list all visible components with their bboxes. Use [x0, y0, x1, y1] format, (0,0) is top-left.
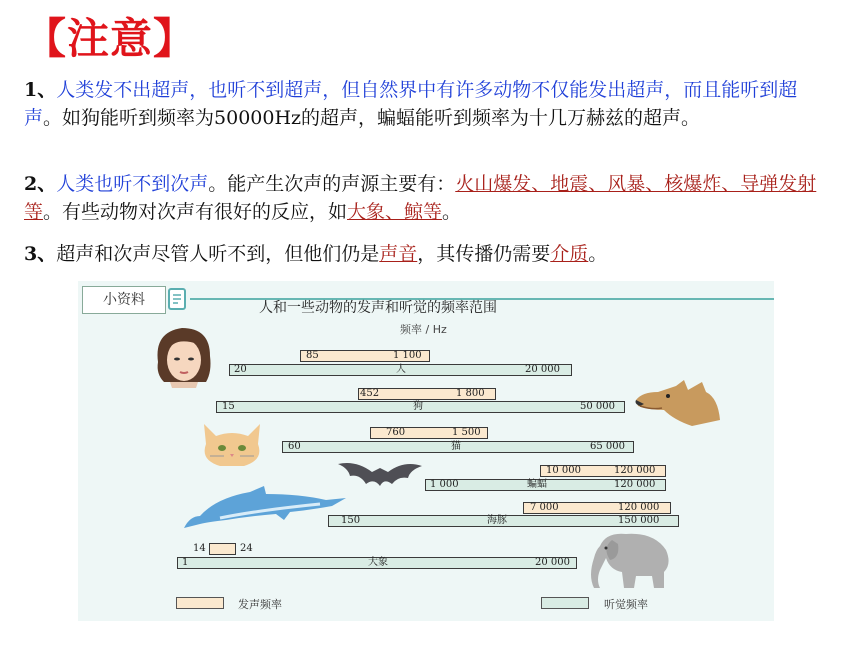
note-2-highlight: 人类也听不到次声: [56, 173, 209, 195]
emit-low-dolphin: 7 000: [530, 502, 559, 513]
hear-high-cat: 65 000: [590, 441, 625, 452]
emit-high-human: 1 100: [393, 350, 422, 361]
note-2-text: 。能产生次声的声源主要有：: [208, 173, 456, 195]
hear-high-human: 20 000: [525, 364, 560, 375]
note-3-number: 3、: [24, 243, 57, 265]
note-3-end: 。: [588, 243, 608, 265]
page-title: 【注意】: [24, 14, 197, 63]
note-3-text2: ，其传播仍需要: [417, 243, 551, 265]
emit-high-dog: 1 800: [456, 388, 485, 399]
note-2-end: 。: [442, 201, 462, 223]
emit-low-dog: 452: [360, 388, 380, 399]
emit-low-cat: 760: [386, 427, 406, 438]
info-tag: [82, 286, 190, 312]
emit-low-human: 85: [306, 350, 319, 361]
note-1-number: 1、: [24, 79, 57, 101]
legend-hear-label: 听觉频率: [604, 598, 648, 611]
animal-name-dolphin: 海豚: [487, 515, 507, 526]
dog-illustration: [632, 380, 722, 428]
hear-low-dog: 15: [222, 401, 235, 412]
emit-high-elephant: 24: [240, 543, 253, 554]
hear-high-bat: 120 000: [614, 479, 656, 490]
emit-low-elephant: 14: [193, 543, 206, 554]
chart-title: 人和一些动物的发声和听觉的频率范围: [259, 300, 497, 316]
emit-bar-elephant: [209, 543, 236, 555]
hear-high-dog: 50 000: [580, 401, 615, 412]
legend-emit-swatch: [176, 597, 224, 609]
document-icon: [166, 286, 190, 312]
bat-illustration: [336, 458, 424, 494]
hear-low-elephant: 1: [182, 557, 189, 568]
animal-name-human: 人: [396, 364, 406, 375]
animal-name-dog: 狗: [413, 401, 423, 412]
note-1-rest: 。如狗能听到频率为50000Hz的超声，蝙蝠能听到频率为十几万赫兹的超声。: [43, 107, 701, 129]
note-1: [24, 76, 824, 132]
emit-high-bat: 120 000: [614, 465, 656, 476]
hear-low-bat: 1 000: [430, 479, 459, 490]
note-1-highlight: 人类发不出超声，也听不到超声，但自然界中有许多动物不仅能发出超声，而且能听到超声: [24, 79, 798, 129]
emit-high-dolphin: 120 000: [618, 502, 660, 513]
note-3-sound: 声音: [379, 243, 418, 265]
elephant-illustration: [580, 530, 672, 590]
emit-low-bat: 10 000: [546, 465, 581, 476]
note-2-animals: 大象、鲸等: [347, 201, 443, 223]
legend-emit-label: 发声频率: [238, 598, 282, 611]
hear-low-human: 20: [234, 364, 247, 375]
animal-name-bat: 蝙蝠: [527, 479, 547, 490]
animal-name-elephant: 大象: [368, 557, 388, 568]
chart-unit: 频率 / Hz: [400, 323, 447, 336]
note-2-number: 2、: [24, 173, 57, 195]
cat-illustration: [196, 420, 268, 470]
hear-high-elephant: 20 000: [535, 557, 570, 568]
info-tag-label: 小资料: [82, 286, 166, 314]
note-2-sources: 火山爆发、地震、风暴、核爆炸、导弹发射等: [24, 173, 817, 223]
human-face-illustration: [150, 322, 220, 388]
legend-hear-swatch: [541, 597, 589, 609]
hear-low-cat: 60: [288, 441, 301, 452]
note-2: [24, 170, 834, 226]
note-3-medium: 介质: [550, 243, 589, 265]
note-3-text: 超声和次声尽管人听不到，但他们仍是: [56, 243, 380, 265]
animal-name-cat: 猫: [451, 441, 461, 452]
hear-low-dolphin: 150: [341, 515, 361, 526]
hear-high-dolphin: 150 000: [618, 515, 660, 526]
dolphin-illustration: [180, 486, 348, 530]
emit-high-cat: 1 500: [452, 427, 481, 438]
note-3: [24, 240, 834, 268]
note-2-text2: 。有些动物对次声有很好的反应，如: [43, 201, 348, 223]
